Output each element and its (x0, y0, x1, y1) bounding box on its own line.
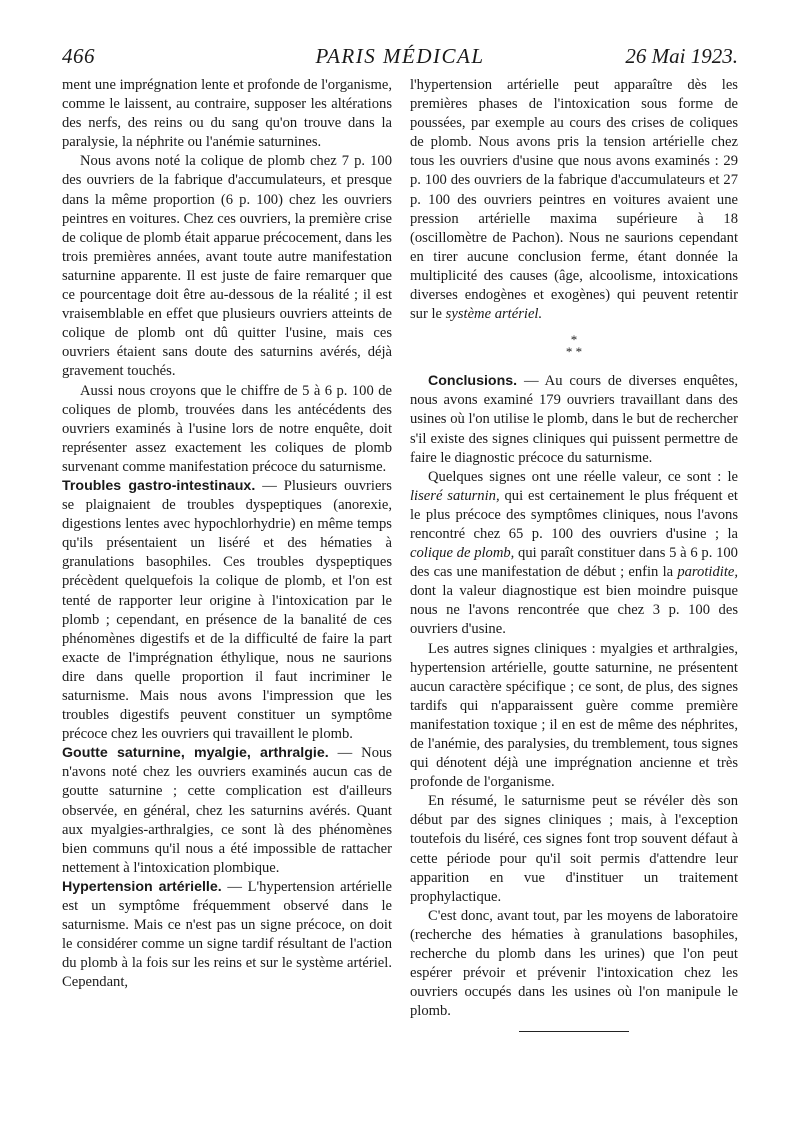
paragraph (410, 76, 738, 324)
paragraph: Les autres signes cliniques : myalgies et arthralgies, hypertension artérielle, goutte saturnine, ne présentent aucun caractère spécifique ; ce sont, de plus, des signes tardifs qui n'apparaissent guère comme première manifestation toxique ; il en est de même des néphrites, de l'anémie, des paralysies, du tremblement, tous signes qui dénotent déjà une imprégnation ancienne et très profonde de l'organisme. (410, 640, 738, 791)
paragraph-text: qui est certainement le plus fréquent et le plus précoce des symptômes cliniques, nous l'avons rencontré chez 65 p. 100 des ouvriers d'usine ; la (410, 487, 738, 542)
paragraph: Nous avons noté la colique de plomb chez 7 p. 100 des ouvriers de la fabrique d'accumulateurs, et presque dans la même proportion (6 p. 100) chez les ouvriers peintres en voitures. Chez ces ouvriers, la première crise de colique de plomb était apparue précocement, dans les trois premières années, avant toute autre manifestation saturnine apparente. Il est juste de faire remarquer que ce pourcentage doit être au-dessous de la réalité ; il est vraisemblable en effet que plusieurs ouvriers atteints de colique de plomb ont dû quitter l'usine, mais ces ouvriers étaient sans doute des saturnins avérés, déjà gravement touchés. (62, 153, 392, 380)
section-paragraph (62, 878, 392, 993)
section-paragraph (410, 372, 738, 467)
page-number: 466 (62, 44, 95, 68)
paragraph-text: Quelques signes ont une réelle valeur, ce sont : le (428, 468, 738, 485)
section-text: — Au cours de diverses enquêtes, nous avons examiné 179 ouvriers travaillant dans des usines où l'on utilise le plomb, dans le but de rechercher s'il existe des signes cliniques qui puissent permettre de faire le diagnostic précoce du saturnisme. (410, 373, 738, 466)
section-heading: Conclusions. (428, 373, 518, 390)
section-paragraph (62, 477, 392, 744)
paragraph-text: l'hypertension artérielle peut apparaître dès les premières phases de l'intoxication sous forme de poussées, par exemple au cours des crises de coliques de plomb. Nous avons pris la tension artérielle chez tous les ouvriers d'usine que nous avons examinés : 29 p. 100 des ouvriers de la fabrique d'accumulateurs et 27 p. 100 des ouvriers peintres en voitures avaient une pression artérielle maxima supérieure à 18 (oscillomètre de Pachon). Nous ne saurions cependant en tirer aucune conclusion ferme, étant donnée la multiplicité des causes (âge, alcoolisme, intoxications diverses endogènes et exogènes) qui peuvent retentir sur le (410, 77, 738, 323)
paragraph: C'est donc, avant tout, par les moyens de laboratoire (recherche des hématies à granulations basophiles, recherche du plomb dans les urines) que l'on peut espérer prévoir et prévenir l'intoxication chez les ouvriers occupés dans les usines où l'on manipule le plomb. (410, 907, 738, 1020)
paragraph: En résumé, le saturnisme peut se révéler dès son début par des signes cliniques ; mais, à l'exception toutefois du liséré, ces signes font trop souvent défaut à cette période pour qu'il soit permis d'attendre leur apparition en vue d'instituer un traitement prophylactique. (410, 793, 738, 905)
right-column (410, 76, 738, 1032)
section-separator (410, 334, 738, 358)
emphasis: système artériel. (445, 306, 543, 323)
journal-title: PARIS MÉDICAL (315, 44, 485, 68)
section-heading: Hypertension artérielle. (62, 878, 222, 895)
asterisk-bottom: * * (565, 344, 583, 360)
paragraph (410, 468, 738, 640)
section-paragraph (62, 744, 392, 878)
end-rule (519, 1031, 629, 1032)
emphasis: liseré saturnin, (410, 487, 500, 504)
asterisk-top: * (570, 332, 578, 348)
section-text: — Nous n'avons noté chez les ouvriers examinés aucun cas de goutte saturnine ; cette complication est d'ailleurs observée, en général, chez les saturnins avérés. Quant aux myalgies-arthralgies, ce sont là des phénomènes bien communs qu'il nous a été impossible de rattacher nettement à l'intoxication plombique. (62, 745, 392, 876)
section-heading: Goutte saturnine, myalgie, arthralgie. (62, 745, 329, 762)
paragraph-text: dont la valeur diagnostique est bien moindre puisque nous ne l'avons rencontrée que chez 3 p. 100 des ouvriers d'usine. (410, 583, 738, 638)
left-column (62, 76, 392, 993)
emphasis: parotidite, (677, 564, 738, 581)
emphasis: colique de plomb, (410, 545, 515, 562)
section-heading: Troubles gastro-intestinaux. (62, 477, 256, 494)
paragraph-text: qui paraît constituer dans 5 à 6 p. 100 des cas une manifestation de début ; enfin la (410, 545, 738, 581)
issue-date: 26 Mai 1923. (625, 44, 738, 68)
section-text: — L'hypertension artérielle est un symptôme fréquemment observé dans le saturnisme. Mais ce n'est pas un signe précoce, on doit le considérer comme un signe tardif résultant de l'action du plomb à la fois sur les reins et sur le système artériel. Cependant, (62, 878, 392, 991)
paragraph: Aussi nous croyons que le chiffre de 5 à 6 p. 100 de coliques de plomb, trouvées dans les antécédents des ouvriers examinés à l'usine lors de notre enquête, doit représenter assez exactement les coliques de plomb survenant comme manifestation précoce du saturnisme. (62, 382, 392, 475)
section-text: — Plusieurs ouvriers se plaignaient de troubles dyspeptiques (anorexie, digestions lentes avec hypochlorhydrie) en même temps qu'ils présentaient un liséré et des hématies à granulations basophiles. Ces troubles dyspeptiques précèdent quelquefois la colique de plomb, et l'on est tenté de rapporter leur origine à l'intoxication par le plomb ; cependant, en présence de la banalité de ces phénomènes digestifs et de la difficulté de faire la part exacte de l'imprégnation éthylique, nous ne saurions dire dans quelle proportion il faut incriminer le saturnisme. Mais nous avons l'impression que les troubles digestifs peuvent constituer un symptôme précoce chez les ouvriers qui travaillent le plomb. (62, 477, 392, 743)
running-header (62, 44, 738, 74)
paragraph: ment une imprégnation lente et profonde de l'organisme, comme le laissent, au contraire, supposer les altérations des nerfs, des reins ou du sang qu'on trouve dans la paralysie, la néphrite ou l'anémie saturnines. (62, 77, 392, 151)
